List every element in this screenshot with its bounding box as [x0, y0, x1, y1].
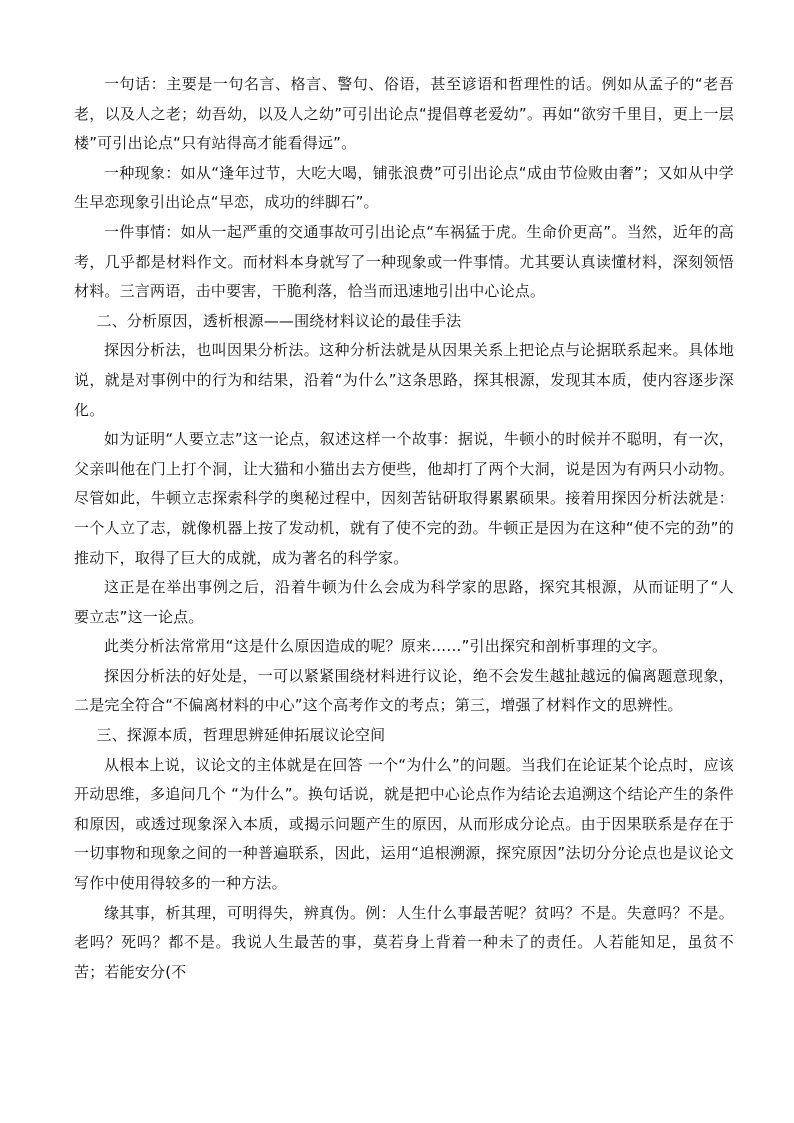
paragraph-one-sentence: 一句话：主要是一句名言、格言、警句、俗语，甚至谚语和哲理性的话。例如从孟子的“老吾老，以及人之老；幼吾幼，以及人之幼”可引出论点“提倡尊老爱幼”。再如“欲穷千里目，更上一层楼”可引出论点“只有站得高才能看得远”。	[74, 75, 734, 153]
section-heading-two: 二、分析原因，透析根源——围绕材料议论的最佳手法	[96, 311, 462, 330]
paragraph-example-hardship: 缘其事，析其理，可明得失，辨真伪。例：人生什么事最苦呢？贫吗？不是。失意吗？不是。老吗？死吗？都不是。我说人生最苦的事，莫若身上背着一种未了的责任。人若能知足，虽贫不苦；若能安分(不	[74, 903, 734, 981]
paragraph-newton-example: 如为证明“人要立志”这一论点，叙述这样一个故事：据说，牛顿小的时候并不聪明，有一次，父亲叫他在门上打个洞，让大猫和小猫出去方便些，他却打了两个大洞，说是因为有两只小动物。尽管如此，牛顿立志探索科学的奥秘过程中，因刻苦钻研取得累累硕果。接着用探因分析法就是：一个人立了志，就像机器上按了发动机，就有了使不完的劲。牛顿正是因为在这种“使不完的劲”的推动下，取得了巨大的成就，成为著名的科学家。	[74, 430, 734, 567]
paragraph-one-phenomenon: 一种现象：如从“逢年过节，大吃大喝，铺张浪费”可引出论点“成由节俭败由奢”；又如从中学生早恋现象引出论点“早恋，成功的绊脚石”。	[74, 163, 734, 212]
section-heading-three: 三、探源本质，哲理思辨延伸拓展议论空间	[96, 726, 386, 745]
paragraph-root-essence: 从根本上说，议论文的主体就是在回答 一个“为什么”的问题。当我们在论证某个论点时，应该开动思维，多追问几个 “为什么”。换句话说，就是把中心论点作为结论去追溯这个结论产生的条件和原因，或透过现象深入本质，或揭示问题产生的原因，从而形成分论点。由于因果联系是存在于一切事物和现象之间的一种普遍联系，因此，运用“追根溯源，探究原因”法切分分论点也是议论文写作中使用得较多的一种方法。	[74, 755, 734, 893]
paragraph-benefits: 探因分析法的好处是，一可以紧紧围绕材料进行议论，绝不会发生越扯越远的偏离题意现象，二是完全符合“不偏离材料的中心”这个高考作文的考点；第三，增强了材料作文的思辨性。	[74, 666, 734, 715]
paragraph-one-event: 一件事情：如从一起严重的交通事故可引出论点“车祸猛于虎。生命价更高”。当然，近年的高考，几乎都是材料作文。而材料本身就写了一种现象或一件事情。尤其要认真读懂材料，深刻领悟材料。三言两语，击中要害，干脆利落，恰当而迅速地引出中心论点。	[74, 222, 734, 301]
document-body	[74, 70, 734, 987]
paragraph-cause-analysis: 探因分析法，也叫因果分析法。这种分析法就是从因果关系上把论点与论据联系起来。具体地说，就是对事例中的行为和结果，沿着“为什么”这条思路，探其根源，发现其本质，使内容逐步深化。	[74, 341, 734, 419]
paragraph-common-phrase: 此类分析法常常用“这是什么原因造成的呢？原来……”引出探究和剖析事理的文字。	[104, 637, 668, 656]
paragraph-conclusion: 这正是在举出事例之后，沿着牛顿为什么会成为科学家的思路，探究其根源，从而证明了“人要立志”这一论点。	[74, 578, 734, 626]
